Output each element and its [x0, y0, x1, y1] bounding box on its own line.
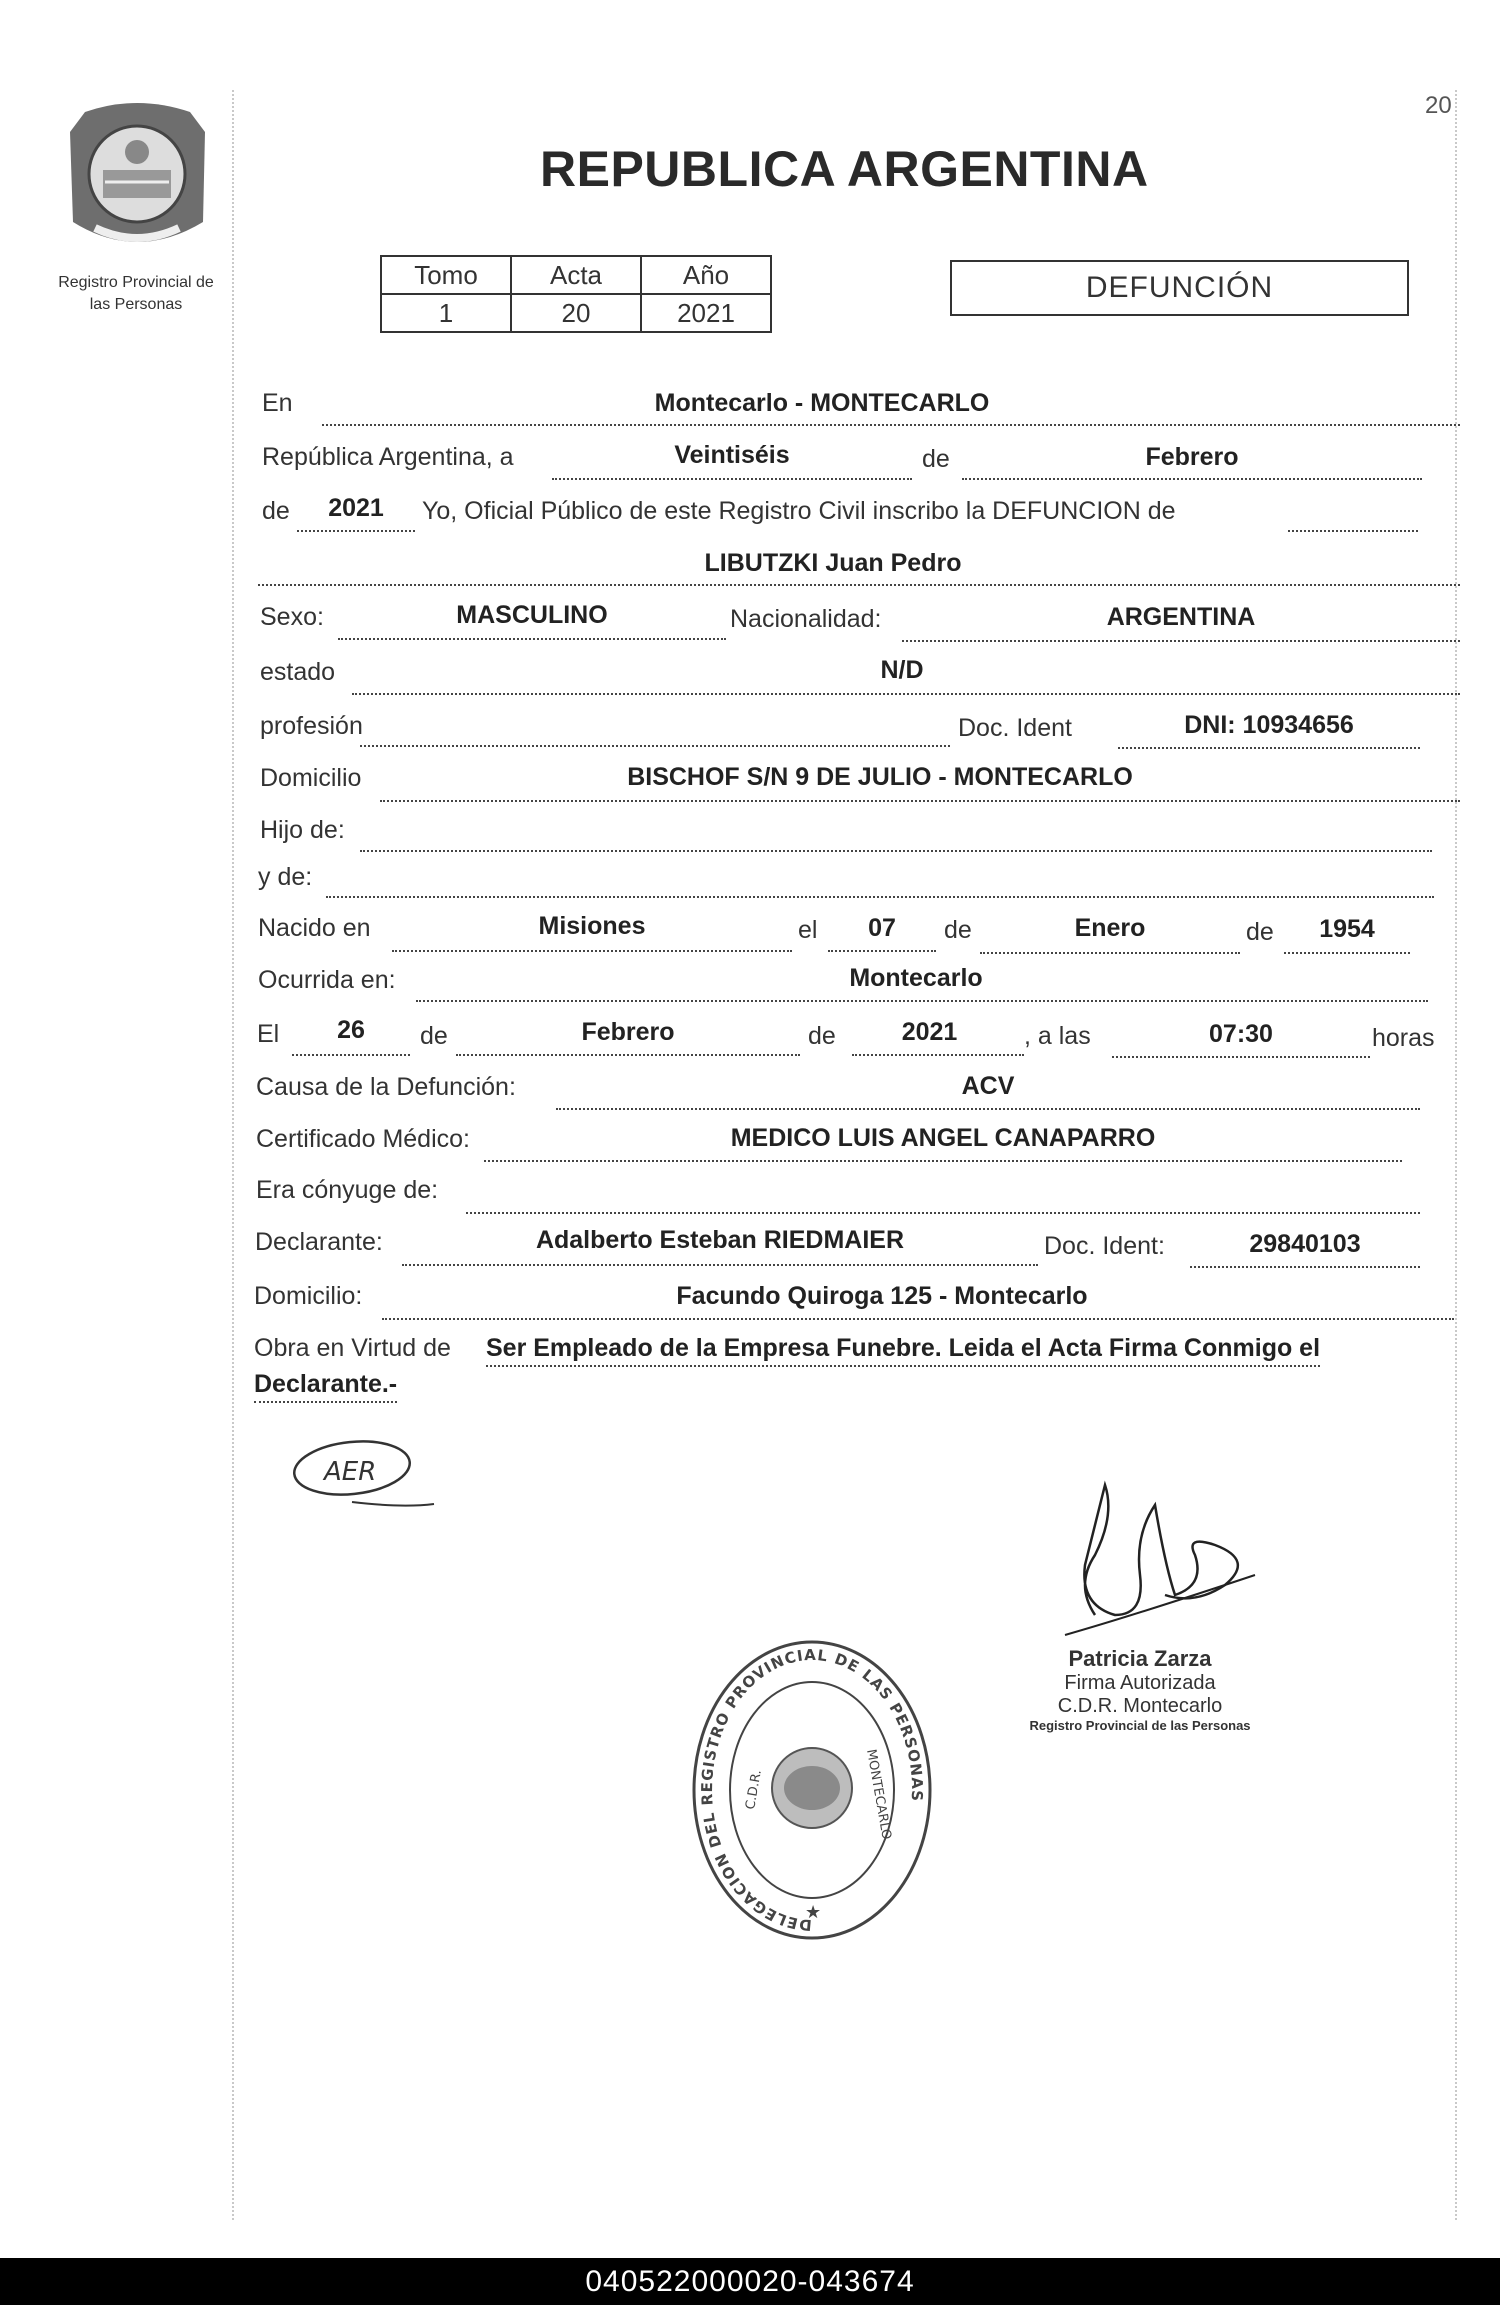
tomo-value: 1: [381, 294, 511, 332]
label-obra: Obra en Virtud de: [254, 1334, 451, 1362]
dotted-line: [292, 1054, 410, 1056]
dotted-line: [416, 1000, 1428, 1002]
dotted-line: [852, 1054, 1024, 1056]
registration-month-value: Febrero: [1145, 443, 1239, 471]
obra-line2-value: Declarante.-: [254, 1370, 397, 1403]
label-horas: horas: [1372, 1024, 1435, 1052]
marital-status-value: N/D: [880, 656, 924, 684]
svg-text:MONTECARLO: MONTECARLO: [863, 1748, 894, 1841]
label-de: de: [922, 445, 950, 473]
death-month-value: Febrero: [581, 1018, 675, 1046]
label-a-las: , a las: [1024, 1022, 1091, 1050]
seal-caption: [30, 272, 242, 316]
declarant-address-value: Facundo Quiroga 125 - Montecarlo: [676, 1282, 1088, 1310]
label-domicilio-declarante: Domicilio:: [254, 1282, 363, 1310]
reference-value-row: [381, 294, 771, 332]
label-inscribo: Yo, Oficial Público de este Registro Civil inscribo la DEFUNCION de: [422, 497, 1176, 525]
province-seal-logo: [65, 102, 210, 254]
seal-caption-line2: las Personas: [89, 296, 183, 313]
document-value: DNI: 10934656: [1184, 711, 1354, 739]
obra-line1-value: Ser Empleado de la Empresa Funebre. Leida el Acta Firma Conmigo el: [486, 1334, 1320, 1367]
address-value: BISCHOF S/N 9 DE JULIO - MONTECARLO: [627, 763, 1133, 791]
dotted-line: [297, 530, 415, 532]
declarant-value: Adalberto Esteban RIEDMAIER: [535, 1226, 905, 1254]
dotted-line: [382, 1318, 1454, 1320]
dotted-line: [1118, 747, 1420, 749]
label-conyuge: Era cónyuge de:: [256, 1176, 439, 1204]
registry-oval-stamp: [692, 1640, 932, 1940]
official-office: C.D.R. Montecarlo: [1057, 1695, 1223, 1717]
death-day-value: 26: [337, 1016, 365, 1044]
label-profesion: profesión: [260, 712, 363, 740]
label-de: de: [944, 916, 972, 944]
acta-value: 20: [511, 294, 641, 332]
label-en: En: [262, 389, 293, 417]
birth-month-value: Enero: [1074, 914, 1146, 942]
seal-caption-line1: Registro Provincial de: [58, 274, 214, 291]
death-year-value: 2021: [901, 1018, 958, 1046]
label-hijo-de: Hijo de:: [260, 816, 345, 844]
svg-text:DELEGACION DEL REGISTRO PROVIN: DELEGACION DEL REGISTRO PROVINCIAL DE LAS PERSONAS: [697, 1645, 927, 1935]
footer-code-bar: 040522000020-043674: [0, 2258, 1500, 2305]
dotted-line: [258, 584, 1460, 586]
death-time-value: 07:30: [1209, 1020, 1273, 1048]
birth-year-value: 1954: [1319, 915, 1375, 943]
anio-value: 2021: [641, 294, 771, 332]
official-signature: [1055, 1465, 1285, 1645]
label-estado: estado: [260, 658, 336, 686]
dotted-line: [1190, 1266, 1420, 1268]
page-number: 20: [1425, 92, 1452, 119]
cause-value: ACV: [961, 1072, 1015, 1100]
label-doc-ident: Doc. Ident: [958, 714, 1072, 742]
dotted-line: [828, 950, 936, 952]
label-declarante: Declarante:: [255, 1228, 383, 1256]
left-margin-line: [232, 90, 234, 2220]
dotted-line: [360, 850, 1432, 852]
tomo-header: Tomo: [381, 256, 511, 294]
dotted-line: [902, 640, 1460, 642]
label-de: de: [262, 497, 290, 525]
act-type-box: DEFUNCIÓN: [950, 260, 1409, 316]
country-title: REPUBLICA ARGENTINA: [540, 141, 1149, 197]
label-de: de: [420, 1022, 448, 1050]
official-registry: Registro Provincial de las Personas: [1029, 1718, 1251, 1733]
label-sexo: Sexo:: [260, 603, 324, 631]
official-title: Firma Autorizada: [1064, 1672, 1216, 1694]
medical-certificate-value: MEDICO LUIS ANGEL CANAPARRO: [730, 1124, 1156, 1152]
anio-header: Año: [641, 256, 771, 294]
dotted-line: [392, 950, 792, 952]
dotted-line: [484, 1160, 1402, 1162]
dotted-line: [980, 952, 1240, 954]
dotted-line: [556, 1108, 1420, 1110]
registration-day-value: Veintiséis: [674, 441, 790, 469]
dotted-line: [962, 478, 1422, 480]
right-margin-line: [1455, 90, 1457, 2220]
death-place-value: Montecarlo: [849, 964, 983, 992]
svg-text:C.D.R.: C.D.R.: [743, 1768, 765, 1811]
nationality-value: ARGENTINA: [1106, 603, 1256, 631]
dotted-line: [360, 745, 950, 747]
dotted-line: [352, 693, 1460, 695]
dotted-line: [1112, 1056, 1370, 1058]
acta-header: Acta: [511, 256, 641, 294]
dotted-line: [380, 800, 1460, 802]
reference-header-row: [381, 256, 771, 294]
dotted-line: [326, 896, 1434, 898]
deceased-name-value: LIBUTZKI Juan Pedro: [704, 549, 962, 577]
label-causa: Causa de la Defunción:: [256, 1073, 516, 1101]
sex-value: MASCULINO: [456, 601, 608, 629]
label-certificado: Certificado Médico:: [256, 1125, 470, 1153]
svg-text:AER: AER: [324, 1457, 377, 1487]
label-de: de: [808, 1022, 836, 1050]
dotted-line: [322, 424, 1460, 426]
label-el-cap: El: [257, 1020, 280, 1048]
label-doc-ident: Doc. Ident:: [1044, 1232, 1165, 1260]
dotted-line: [1288, 530, 1418, 532]
dotted-line: [402, 1264, 1038, 1266]
svg-text:★: ★: [805, 1902, 822, 1923]
registration-year-value: 2021: [328, 494, 384, 522]
label-republica: República Argentina, a: [262, 443, 514, 471]
dotted-line: [552, 478, 912, 480]
declarant-doc-value: 29840103: [1249, 1230, 1361, 1258]
dotted-line: [1284, 952, 1410, 954]
dotted-line: [466, 1212, 1420, 1214]
birthplace-value: Misiones: [538, 912, 646, 940]
label-domicilio: Domicilio: [260, 764, 362, 792]
place-value: Montecarlo - MONTECARLO: [654, 389, 990, 417]
label-ocurrida-en: Ocurrida en:: [258, 966, 396, 994]
label-de: de: [1246, 918, 1274, 946]
declarant-initials-signature: [292, 1432, 442, 1512]
label-y-de: y de:: [258, 863, 313, 891]
reference-table: [380, 255, 772, 333]
label-el: el: [798, 916, 818, 944]
birth-day-value: 07: [868, 914, 896, 942]
dotted-line: [338, 638, 726, 640]
official-block: [990, 1646, 1290, 1733]
dotted-line: [456, 1054, 800, 1056]
official-name: Patricia Zarza: [1068, 1646, 1212, 1671]
label-nacionalidad: Nacionalidad:: [730, 605, 882, 633]
label-nacido-en: Nacido en: [258, 914, 371, 942]
